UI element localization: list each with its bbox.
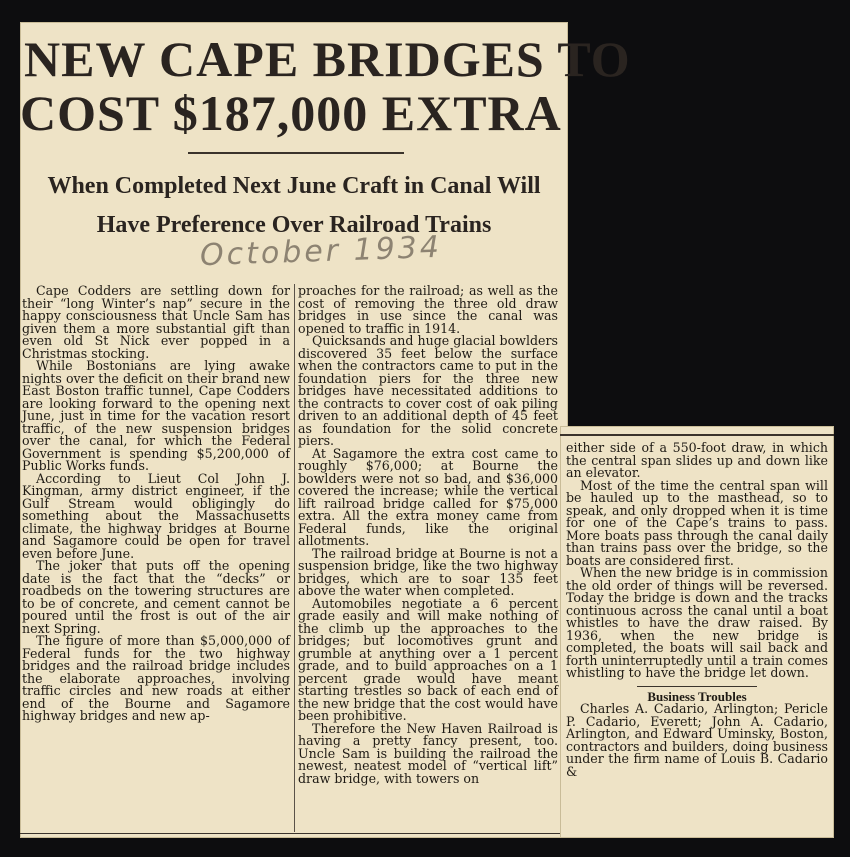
- side-top-rule: [560, 434, 834, 436]
- subhead-line-2: Have Preference Over Railroad Trains: [96, 212, 492, 238]
- paragraph: proaches for the railroad; as well as the cost of removing the three old draw bridges in use since the canal was opened to traffic in 1914.: [298, 283, 558, 336]
- paragraph: Charles A. Cadario, Arlington; Pericle P. Cadario, Everett; John A. Cadario, Arlington, and Edward Uminsky, Boston, contractors and builders, doing business under the firm name of Louis B. Cadario &: [566, 701, 828, 779]
- paragraph: While Bostonians are lying awake nights over the deficit on their brand new East Boston traffic tunnel, Cape Codders are looking forward to the opening next June, just in time for the vacation resort traffic, of the new suspension bridges over the canal, for which the Federal Government is spending $5,200,000 of Public Works funds.: [22, 358, 290, 473]
- article-column-2: [298, 285, 558, 785]
- article-column-3: [566, 442, 828, 778]
- subhead-line-1: When Completed Next June Craft in Canal Will: [47, 173, 541, 199]
- headline-line-2: COST $187,000 EXTRA: [20, 85, 562, 141]
- paragraph: At Sagamore the extra cost came to roughly $76,000; at Bourne the bowlders were not so bad, and $36,000 covered the increase; while the vertical lift railroad bridge called for $75,000 extra. All the extra money came from Federal funds, like the original allotments.: [298, 445, 558, 548]
- side-clipping: [560, 426, 834, 838]
- paragraph: The joker that puts off the opening date is the fact that the “decks” or roadbeds on the towering structures are to be of concrete, and cement cannot be poured until the frost is out of the air next Spring.: [22, 558, 290, 636]
- paragraph: Quicksands and huge glacial bowlders discovered 35 feet below the surface when the contractors came to put in the foundation piers for the three new bridges have necessitated additions to the contracts to cover cost of oak piling driven to an additional depth of 45 feet as foundation for the solid concrete piers.: [298, 333, 558, 448]
- main-clipping: [20, 22, 631, 838]
- paragraph: The railroad bridge at Bourne is not a suspension bridge, like the two highway bridges, which are to soar 135 feet above the water when completed.: [298, 545, 558, 598]
- paragraph: When the new bridge is in commission the old order of things will be reversed. Today the bridge is down and the tracks continuous across the canal until a boat whistles to have the draw raised. By 1936, when the new bridge is completed, the boats will sail back and forth uninterruptedly until a train comes whistling to have the bridge let down.: [566, 565, 828, 680]
- handwritten-date: October 1934: [199, 229, 443, 274]
- headline-rule-left: [188, 152, 292, 154]
- bottom-rule: [20, 833, 568, 834]
- paragraph: Automobiles negotiate a 6 percent grade easily and will make nothing of the climb up the approaches to the bridges; but locomotives grunt and grumble at anything over a 1 percent grade, and to build approaches on a 1 percent grade would have meant starting trestles so back of each end of the new bridge that the cost would have been prohibitive.: [298, 595, 558, 723]
- paragraph: According to Lieut Col John J. Kingman, army district engineer, if the Gulf Stream would obligingly do something about the Massachusetts climate, the highway bridges at Bourne and Sagamore could be open for travel even before June.: [22, 470, 290, 561]
- headline-rule-right: [292, 152, 404, 154]
- headline-line-1: NEW CAPE BRIDGES TO: [24, 31, 631, 87]
- paragraph: Cape Codders are settling down for their “long Winter’s nap” secure in the happy consciousness that Uncle Sam has given them a more substantial gift than even old St Nick ever popped in a Christmas stocking.: [22, 283, 290, 361]
- paragraph: either side of a 550-foot draw, in which the central span slides up and down like an elevator.: [566, 440, 828, 480]
- paragraph: The figure of more than $5,000,000 of Federal funds for the two highway bridges and the railroad bridge includes the elaborate approaches, involving traffic circles and new roads at either end of the Bourne and Sagamore highway bridges and new ap-: [22, 633, 290, 723]
- paragraph: Most of the time the central span will be hauled up to the masthead, so to speak, and only dropped when it is time for one of the Cape’s trains to pass. More boats pass through the canal daily than trains pass over the bridge, so the boats are considered first.: [566, 477, 828, 568]
- section-rule: [637, 686, 757, 687]
- column-divider: [294, 284, 295, 832]
- business-troubles-heading: Business Troubles: [647, 688, 747, 704]
- article-column-1: [22, 285, 290, 723]
- paragraph: Therefore the New Haven Railroad is having a pretty fancy present, too. Uncle Sam is building the railroad the newest, neatest model of “vertical lift” draw bridge, with towers on: [298, 720, 558, 786]
